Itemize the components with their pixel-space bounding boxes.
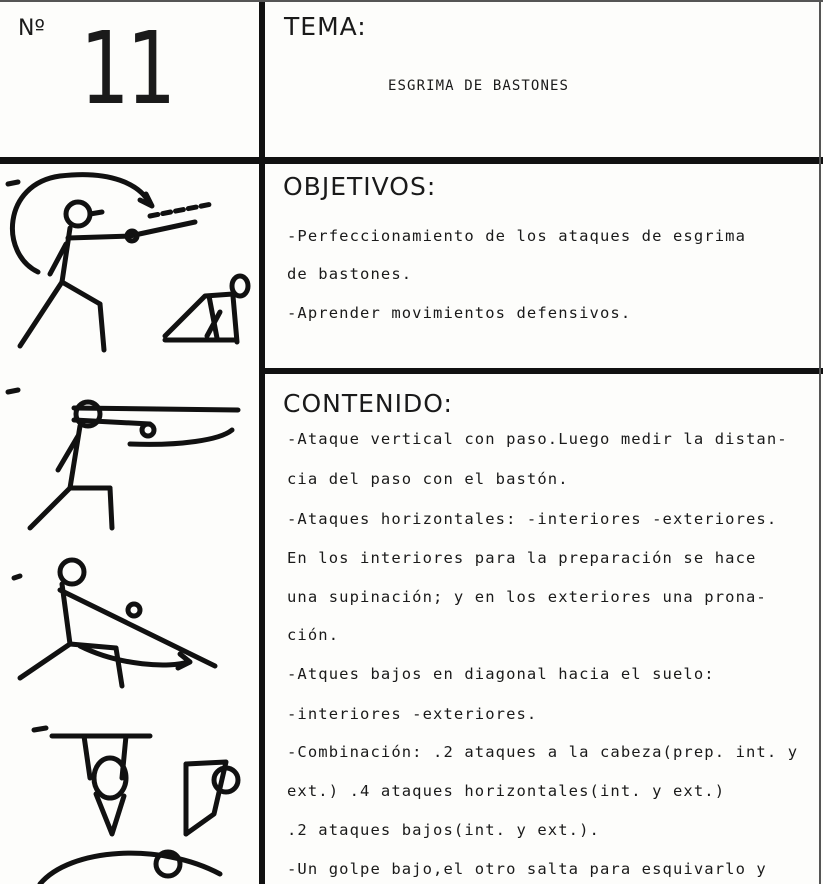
top-row-divider — [0, 157, 823, 164]
objetivos-heading: OBJETIVOS: — [283, 172, 437, 201]
contenido-heading: CONTENIDO: — [283, 389, 453, 418]
contenido-line: ext.) .4 ataques horizontales(int. y ext.) — [287, 782, 726, 800]
number-label: Nº — [18, 16, 45, 41]
contenido-line: -Un golpe bajo,el otro salta para esquivarlo y — [287, 860, 767, 878]
low-diagonal-attack-figure-icon — [0, 550, 255, 700]
contenido-line: ción. — [287, 626, 340, 644]
top-page-edge — [0, 0, 823, 2]
objetivos-divider — [265, 368, 823, 374]
horizontal-attack-figure-icon — [0, 378, 255, 548]
tema-value: ESGRIMA DE BASTONES — [388, 78, 570, 94]
contenido-line: -Ataque vertical con paso.Luego medir la distan- — [287, 430, 788, 448]
crouching-opponent-icon — [145, 266, 265, 356]
contenido-line: -Combinación: .2 ataques a la cabeza(prep. int. y — [287, 743, 799, 761]
contenido-line: una supinación; y en los exteriores una prona- — [287, 588, 767, 606]
contenido-line: En los interiores para la preparación se hace — [287, 549, 757, 567]
right-page-edge — [819, 0, 821, 884]
objetivos-line: -Perfeccionamiento de los ataques de esgrima — [287, 227, 746, 245]
contenido-line: -Atques bajos en diagonal hacia el suelo: — [287, 665, 715, 683]
contenido-line: -interiores -exteriores. — [287, 705, 538, 723]
objetivos-line: de bastones. — [287, 265, 413, 283]
contenido-line: cia del paso con el bastón. — [287, 470, 569, 488]
contenido-line: -Ataques horizontales: -interiores -exteriores. — [287, 510, 778, 528]
tema-heading: TEMA: — [284, 12, 367, 41]
overhead-block-figures-icon — [0, 714, 255, 884]
card-number: 11 — [80, 10, 174, 127]
objetivos-line: -Aprender movimientos defensivos. — [287, 304, 632, 322]
left-column-divider — [259, 0, 265, 884]
contenido-line: .2 ataques bajos(int. y ext.). — [287, 821, 600, 839]
